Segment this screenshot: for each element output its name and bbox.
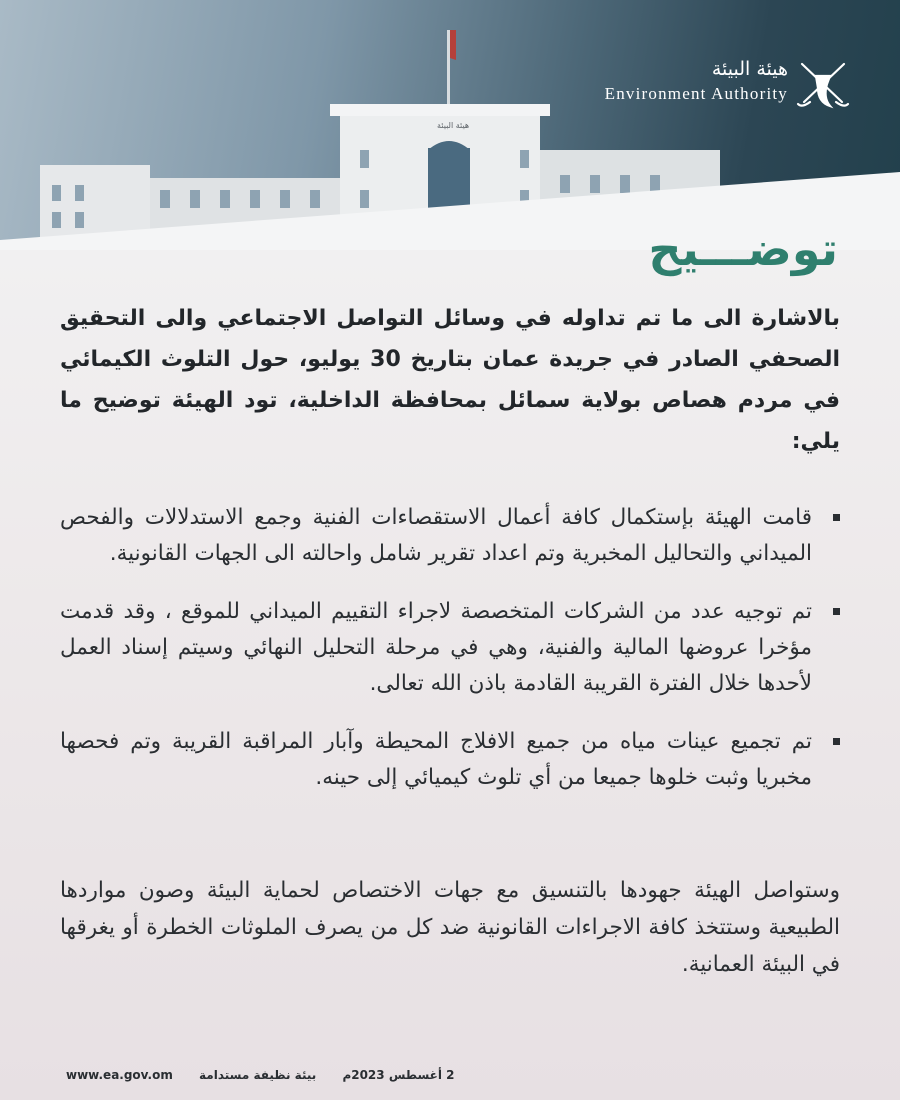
bullet-square-icon [833,738,840,745]
environment-authority-logo [550,58,850,112]
banner-diagonal-edge [0,0,900,250]
header-banner [0,0,900,250]
bullet-text: قامت الهيئة بإستكمال كافة أعمال الاستقصاءات الفنية وجمع الاستدلالات والفحص الميداني والتحاليل المخبرية وتم اعداد تقرير شامل واحالته الى الجهات القانونية. [60,505,812,566]
footer-date: 2 أغسطس 2023م [342,1068,455,1082]
bullet-item [60,500,840,572]
closing-paragraph: وستواصل الهيئة جهودها بالتنسيق مع جهات الاختصاص لحماية البيئة وصون مواردها الطبيعية وستتخذ كافة الاجراءات القانونية ضد كل من يصرف الملوثات الخطرة أو يغرقها في البيئة العمانية. [60,878,840,977]
logo-english-text: Environment Authority [604,84,788,103]
bullet-list [60,500,840,818]
bullet-item [60,724,840,796]
bullet-square-icon [833,514,840,521]
page-title: توضـــيح [648,222,838,276]
footer-slogan: بيئة نظيفة مستدامة [199,1068,317,1082]
footer [66,1068,477,1082]
bullet-square-icon [833,608,840,615]
logo-arabic-text: هيئة البيئة [711,58,788,80]
intro-paragraph: بالاشارة الى ما تم تداوله في وسائل التواصل الاجتماعي والى التحقيق الصحفي الصادر في جريدة عمان بتاريخ 30 يوليو، حول التلوث الكيمائي في مردم هصاص بولاية سمائل بمحافظة الداخلية، تود الهيئة توضيح ما يلي: [60,306,840,454]
khanjar-emblem-icon [796,58,850,112]
bullet-text: تم تجميع عينات مياه من جميع الافلاج المحيطة وآبار المراقبة القريبة وتم فحصها مخبريا وثبت خلوها جميعا من أي تلوث كيميائي إلى حينه. [60,729,812,790]
footer-website-link[interactable]: www.ea.gov.om [66,1068,173,1082]
building-sign-text: هيئة البيئة [437,121,470,130]
bullet-item [60,594,840,702]
bullet-text: تم توجيه عدد من الشركات المتخصصة لاجراء التقييم الميداني للموقع ، وقد قدمت مؤخرا عروضها المالية والفنية، وهي في مرحلة التحليل النهائي وسيتم إسناد العمل لأحدها خلال الفترة القريبة القادمة باذن الله تعالى. [60,599,812,696]
